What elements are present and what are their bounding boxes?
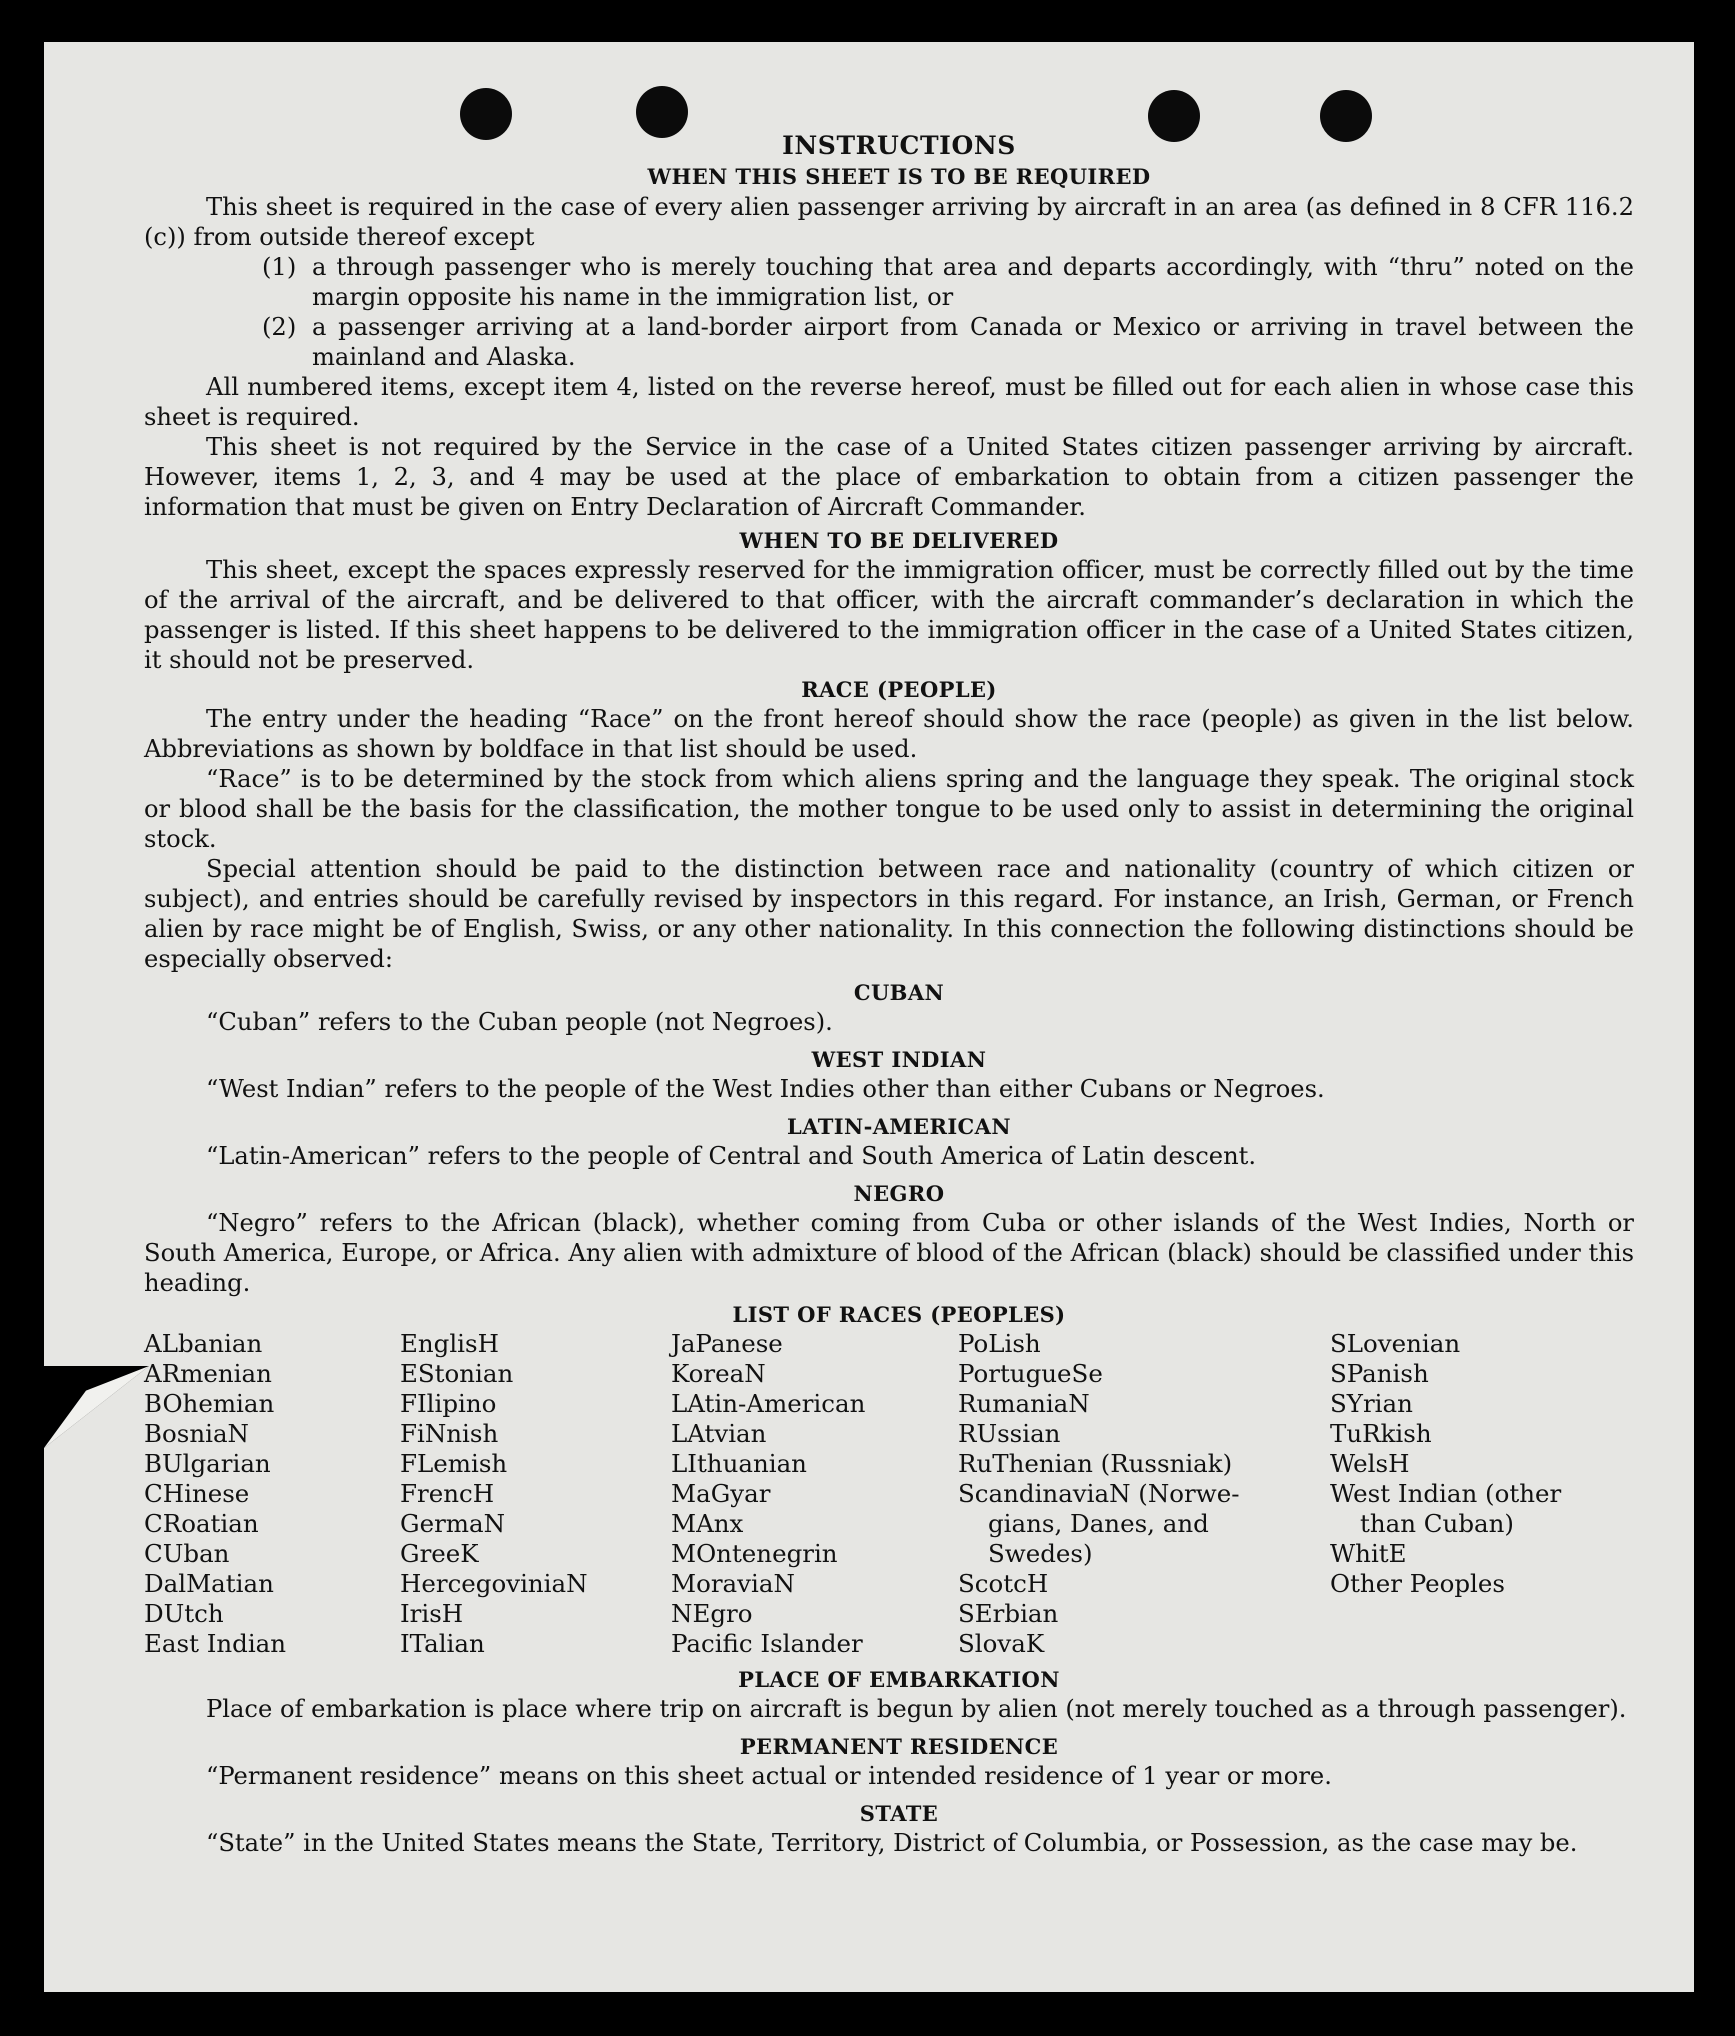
race-entry: JaPanese	[671, 1329, 783, 1358]
race-entry: RuThenian (Russniak)	[958, 1449, 1233, 1478]
race-entry: CUban	[144, 1539, 230, 1568]
race-entry: Other Peoples	[1330, 1569, 1505, 1598]
paragraph: All numbered items, except item 4, listed on the reverse hereof, must be filled out for each alien in whose case this sheet is required.	[144, 373, 1634, 431]
race-entry: FrencH	[400, 1479, 495, 1508]
race-entry: SYrian	[1330, 1389, 1413, 1418]
race-entry: SPanish	[1330, 1359, 1429, 1388]
race-entry: than Cuban)	[1360, 1509, 1514, 1538]
race-entry: WhitE	[1330, 1539, 1407, 1568]
section-heading: LATIN-AMERICAN	[787, 1114, 1011, 1139]
races-column	[958, 1329, 1240, 1659]
race-entry: RumaniaN	[958, 1389, 1090, 1418]
race-entry: ARmenian	[144, 1359, 272, 1388]
race-entry: NEgro	[671, 1599, 753, 1628]
item-text: a passenger arriving at a land-border airport from Canada or Mexico or arriving in travel between the mainland and Alaska.	[312, 313, 1634, 371]
paragraph: “Race” is to be determined by the stock from which aliens spring and the language they speak. The original stock or blood shall be the basis for the classification, the mother tongue to be used only to assist in determining the original stock.	[144, 765, 1634, 853]
paragraph: “West Indian” refers to the people of the West Indies other than either Cubans or Negroes.	[206, 1075, 1325, 1103]
races-list	[144, 1329, 1634, 1665]
race-entry: LAtvian	[671, 1419, 767, 1448]
paragraph: “State” in the United States means the State, Territory, District of Columbia, or Possession, as the case may be.	[206, 1829, 1578, 1857]
race-entry: FiNnish	[400, 1419, 499, 1448]
paragraph: This sheet is required in the case of every alien passenger arriving by aircraft in an area (as defined in 8 CFR 116.2 (c)) from outside thereof except	[144, 193, 1634, 251]
section-heading: WHEN THIS SHEET IS TO BE REQUIRED	[647, 164, 1151, 189]
race-entry: SLovenian	[1330, 1329, 1461, 1358]
document-page	[44, 42, 1694, 1992]
race-entry: FLemish	[400, 1449, 508, 1478]
section-heading: WEST INDIAN	[811, 1047, 987, 1072]
race-entry: Swedes)	[988, 1539, 1093, 1568]
section-heading: NEGRO	[853, 1181, 945, 1206]
race-entry: DUtch	[144, 1599, 224, 1628]
race-entry: SlovaK	[958, 1629, 1045, 1658]
races-column	[400, 1329, 588, 1659]
instructions-body	[144, 130, 1634, 1858]
race-entry: ScotcH	[958, 1569, 1049, 1598]
races-column	[671, 1329, 865, 1659]
paragraph: Special attention should be paid to the distinction between race and nationality (country of which citizen or subject), and entries should be carefully revised by inspectors in this regard. For instance, an Irish, German, or French alien by race might be of English, Swiss, or any other nationality. In this connection the following distinctions should be especially observed:	[144, 855, 1634, 973]
paragraph: This sheet is not required by the Service in the case of a United States citizen passenger arriving by aircraft. However, items 1, 2, 3, and 4 may be used at the place of embarkation to obtain from a citizen passenger the information that must be given on Entry Declaration of Aircraft Commander.	[144, 433, 1634, 521]
race-entry: SErbian	[958, 1599, 1059, 1628]
race-entry: LIthuanian	[671, 1449, 807, 1478]
section-heading: STATE	[859, 1801, 939, 1826]
race-entry: CRoatian	[144, 1509, 259, 1538]
item-number: (1)	[262, 253, 297, 281]
section-heading: PERMANENT RESIDENCE	[739, 1734, 1059, 1759]
race-entry: FIlipino	[400, 1389, 497, 1418]
paragraph: “Cuban” refers to the Cuban people (not Negroes).	[206, 1008, 833, 1036]
paragraph: “Permanent residence” means on this sheet actual or intended residence of 1 year or more.	[206, 1762, 1332, 1790]
race-entry: East Indian	[144, 1629, 287, 1658]
race-entry: IrisH	[400, 1599, 464, 1628]
races-column	[144, 1329, 286, 1659]
race-entry: LAtin-American	[671, 1389, 866, 1418]
race-entry: TuRkish	[1330, 1419, 1432, 1448]
paragraph: The entry under the heading “Race” on the front hereof should show the race (people) as given in the list below. Abbreviations as shown by boldface in that list should be used.	[144, 705, 1634, 763]
race-entry: PortugueSe	[958, 1359, 1103, 1388]
section-heading: RACE (PEOPLE)	[801, 677, 997, 702]
section-heading: CUBAN	[853, 980, 945, 1005]
race-entry: ALbanian	[144, 1329, 263, 1358]
race-entry: MaGyar	[671, 1479, 771, 1508]
race-entry: MOntenegrin	[671, 1539, 838, 1568]
race-entry: KoreaN	[671, 1359, 766, 1388]
item-text: a through passenger who is merely touching that area and departs accordingly, with “thru” noted on the margin opposite his name in the immigration list, or	[312, 253, 1634, 311]
list-item	[262, 312, 1634, 372]
race-entry: DalMatian	[144, 1569, 274, 1598]
race-entry: WelsH	[1330, 1449, 1410, 1478]
section-heading: PLACE OF EMBARKATION	[738, 1667, 1060, 1692]
race-entry: GermaN	[400, 1509, 506, 1538]
race-entry: West Indian (other	[1330, 1479, 1562, 1508]
race-entry: MoraviaN	[671, 1569, 795, 1598]
race-entry: gians, Danes, and	[988, 1509, 1209, 1538]
paragraph: “Negro” refers to the African (black), whether coming from Cuba or other islands of the West Indies, North or South America, Europe, or Africa. Any alien with admixture of blood of the African (black) should be classified under this heading.	[144, 1209, 1634, 1297]
paragraph: This sheet, except the spaces expressly reserved for the immigration officer, must be correctly filled out by the time of the arrival of the aircraft, and be delivered to that officer, with the aircraft commander’s declaration in which the passenger is listed. If this sheet happens to be delivered to the immigration officer in the case of a United States citizen, it should not be preserved.	[144, 556, 1634, 674]
race-entry: HercegoviniaN	[400, 1569, 588, 1598]
race-entry: CHinese	[144, 1479, 250, 1508]
race-entry: GreeK	[400, 1539, 479, 1568]
section-heading: WHEN TO BE DELIVERED	[739, 528, 1059, 553]
list-item	[262, 252, 1634, 312]
race-entry: EnglisH	[400, 1329, 499, 1358]
page-title: INSTRUCTIONS	[782, 131, 1016, 160]
race-entry: BUlgarian	[144, 1449, 271, 1478]
races-column	[1330, 1329, 1561, 1599]
race-entry: MAnx	[671, 1509, 744, 1538]
race-entry: BOhemian	[144, 1389, 275, 1418]
race-entry: Pacific Islander	[671, 1629, 863, 1658]
race-entry: ScandinaviaN (Norwe-	[958, 1479, 1240, 1508]
race-entry: ITalian	[400, 1629, 485, 1658]
section-heading: LIST OF RACES (PEOPLES)	[732, 1302, 1066, 1327]
item-number: (2)	[262, 313, 297, 341]
paragraph: “Latin-American” refers to the people of Central and South America of Latin descent.	[206, 1142, 1257, 1170]
race-entry: RUssian	[958, 1419, 1061, 1448]
race-entry: BosniaN	[144, 1419, 249, 1448]
race-entry: PoLish	[958, 1329, 1041, 1358]
race-entry: EStonian	[400, 1359, 514, 1388]
paragraph: Place of embarkation is place where trip on aircraft is begun by alien (not merely touched as a through passenger).	[206, 1695, 1627, 1723]
